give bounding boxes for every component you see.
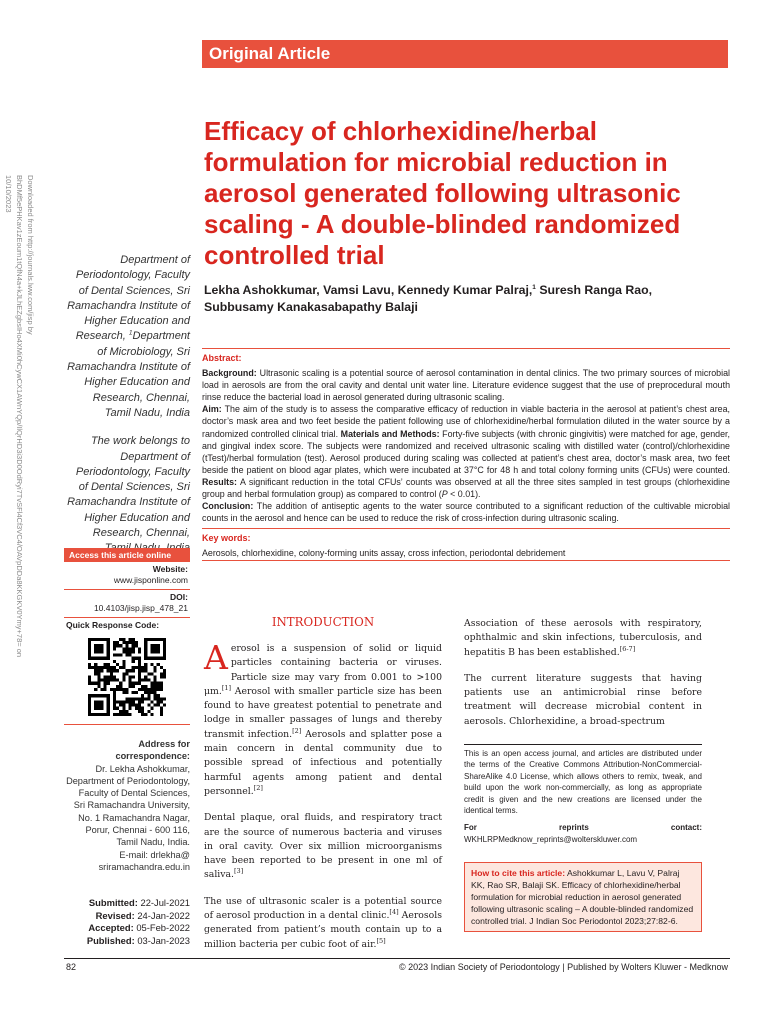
- date-row-submitted: [66, 897, 190, 910]
- affiliation-text: [66, 253, 190, 421]
- abstract-box: [202, 348, 730, 561]
- affiliation-part: Department of Periodontology, Faculty of Dental Sciences, Sri Ramachandra Institute of Higher Education and Research,: [67, 254, 190, 343]
- abstract-heading: Abstract:: [202, 353, 242, 363]
- author-line-2: Subbusamy Kanakasabapathy Balaji: [204, 300, 418, 314]
- date-row-accepted: [66, 922, 190, 935]
- date-row-published: [66, 935, 190, 948]
- aim-label: Aim:: [202, 404, 222, 415]
- article-type-banner: Original Article: [202, 40, 728, 68]
- website-section: [64, 562, 190, 590]
- correspondence-block: [66, 738, 190, 873]
- website-link[interactable]: www.jisponline.com: [113, 575, 188, 585]
- reprints-email[interactable]: WKHLRPMedknow_reprints@wolterskluwer.com: [464, 834, 638, 844]
- abstract-conclusion: [202, 500, 730, 524]
- date-row-revised: [66, 910, 190, 923]
- body-column-right: [464, 617, 702, 741]
- work-belongs-text: The work belongs to Department of Periodontology, Faculty of Dental Sciences, Sri Ramachandra Institute of Higher Education and Research, Chennai,: [67, 435, 190, 540]
- doi-section: [64, 590, 190, 618]
- conclusion-text: The addition of antiseptic agents to the water source contributed to a significant reduction of the cultivable microbial counts in the aerosol and hence can be used to reduce the risk of cross-infection during ultrasonic scaling.: [202, 501, 730, 524]
- doi-label: DOI:: [170, 592, 188, 602]
- affiliation-block: [66, 253, 190, 570]
- correspondence-email-2[interactable]: sriramachandra.edu.in: [98, 861, 190, 872]
- intro-paragraph-4: [464, 617, 702, 660]
- results-text-end: < 0.01).: [447, 489, 481, 500]
- text: Aerosols and splatter pose a main concern in dental community due to possible spread of infectious and potentially harmful agents among patient and dental personnel.: [204, 728, 442, 797]
- correspondence-address: Dr. Lekha Ashokkumar, Department of Periodontology, Faculty of Dental Sciences, Sri Ramachandra University, No. 1 Ramachandra Nagar, Porur, Chennai - 600 116, Tamil Nadu, India.: [66, 763, 190, 848]
- reprints-label: For reprints contact:: [464, 823, 702, 833]
- doi-link[interactable]: 10.4103/jisp.jisp_478_21: [93, 603, 188, 613]
- date-value: 03-Jan-2023: [137, 934, 190, 946]
- affiliation-sup: 1: [128, 329, 133, 337]
- date-label: Submitted:: [88, 897, 138, 908]
- background-text: Ultrasonic scaling is a potential source of aerosol contamination in dental clinics. The two primary sources of microbial load in aerosols are from the oral cavity and dental unit water line. Literature evidence suggest that the use of preprocedural mouth rinse reduce the bacterial load in aerosol generated during ultrasonic scaling.: [202, 368, 730, 403]
- text: Aerosols generated from patient’s mouth contain up to a million bacteria per cubic foot of air.: [204, 910, 442, 950]
- access-heading: Access this article online: [64, 548, 190, 562]
- intro-paragraph-3: [204, 895, 442, 952]
- citation-box: [464, 862, 702, 932]
- abstract-aim: [202, 403, 730, 500]
- author-line-1-end: Suresh Ranga Rao,: [535, 283, 653, 297]
- citation-label: How to cite this article:: [471, 868, 566, 878]
- text: Dental plaque, oral fluids, and respiratory tract are the source of numerous bacteria and viruses in oral cavity. Over six million microorganisms have been reported to be present in one ml of saliva.: [204, 812, 442, 881]
- affiliation-part: Department of Microbiology, Sri Ramachandra Institute of Higher Education and Research, Chennai, Tamil Nadu, India: [67, 330, 190, 419]
- body-column-left: [204, 638, 442, 964]
- citation[interactable]: [5]: [376, 936, 386, 945]
- correspondence-email-1[interactable]: E-mail: drlekha@: [119, 849, 190, 860]
- intro-paragraph-2: [204, 811, 442, 882]
- license-note: [464, 744, 702, 845]
- results-text: A significant reduction in the total CFUs’ counts was observed at all the three sites sampled in test groups (chlorhexidine group and herbal formulation group) as compared to control (: [202, 476, 730, 500]
- qr-label-section: [64, 618, 190, 634]
- methods-label: Materials and Methods:: [340, 428, 440, 439]
- author-affil-sup: 1: [532, 283, 536, 291]
- author-line-1: Lekha Ashokkumar, Vamsi Lavu, Kennedy Kumar Palraj,: [204, 283, 533, 297]
- aim-text: The aim of the study is to assess the comparative efficacy of reduction in viable bacteria in the aerosol at patient’s chest area, doctor’s mask area and two feet beside the patient following use of chlorhexidine/herbal formulation diluted in the water source by a randomized controlled clinical trial.: [202, 404, 730, 439]
- conclusion-label: Conclusion:: [202, 501, 254, 512]
- date-label: Published:: [86, 934, 135, 946]
- date-value: 05-Feb-2022: [136, 922, 190, 933]
- page-number: 82: [66, 962, 77, 972]
- qr-section: [64, 634, 190, 725]
- citation-text: [471, 867, 695, 927]
- p-value-symbol: P: [441, 489, 448, 500]
- download-notice: Downloaded from http://journals.lww.com/jisp by BhDMf5ePHKav1zEoum1tQfN4a+kJLhEZgbsIHo4XMi0hCywCX1AWnYQp/IlQrHD3i3D0OdRyi7TvSFl4Cf3VC4/OAVpDDa8KKGKV0Ymy+78= on 10/10/2023: [4, 175, 35, 658]
- qr-label: Quick Response Code:: [66, 620, 160, 630]
- intro-paragraph-5: The current literature suggests that having patients use an antimicrobial rinse before treatment will decrease microbial content in aerosols. Chlorhexidine, a broad-spectrum: [464, 672, 702, 727]
- results-label: Results:: [202, 476, 238, 487]
- article-title: Efficacy of chlorhexidine/herbal formulation for microbial reduction in aerosol generated following ultrasonic scaling - A double-blinded randomized controlled trial: [204, 116, 681, 270]
- abstract-background: [202, 367, 730, 403]
- reprints-line: [464, 822, 702, 845]
- author-list: [204, 282, 724, 316]
- drop-cap: A: [204, 638, 228, 677]
- date-value: 24-Jan-2022: [137, 909, 190, 921]
- citation[interactable]: [2]: [253, 783, 263, 792]
- citation[interactable]: [6-7]: [619, 644, 636, 653]
- introduction-heading: INTRODUCTION: [271, 615, 375, 629]
- citation[interactable]: [1]: [221, 683, 232, 692]
- citation[interactable]: [4]: [389, 907, 399, 916]
- access-online-box: [64, 548, 190, 725]
- keywords-heading: Key words:: [202, 533, 251, 544]
- website-label: Website:: [152, 564, 188, 574]
- methods-text: Forty-five subjects (with chronic gingivitis) were matched for age, gender, and gingival index score. The subjects were randomized and received ultrasonic scaling with distilled water (control)/chlorhexidine (tTest)/herbal formulation (test). Aerosol produced during scaling was collected at patient’s chest area, doctor’s mask area, two feet beside the patient on blood agar plates, which were incubated at 37°C for 48 h and total colony forming units (CFUs) were counted.: [202, 428, 730, 475]
- text: erosol is a suspension of solid or liquid particles containing bacteria or viruses. Particle size may vary from 0.001 to >100 μm.: [204, 643, 442, 697]
- text: The use of ultrasonic scaler is a potential source of aerosol production in a dental clinic.: [204, 895, 442, 922]
- citation[interactable]: [2]: [292, 726, 302, 735]
- qr-code-icon: [88, 638, 166, 716]
- license-text: This is an open access journal, and articles are distributed under the terms of the Creative Commons Attribution-NonCommercial-ShareAlike 4.0 License, which allows others to remix, tweak, and build upon the work non-commercially, as long as appropriate credit is given and the new creations are licensed under the identical terms.: [464, 749, 702, 816]
- date-label: Revised:: [95, 909, 135, 921]
- text: Aerosol with smaller particle size has been found to have greatest potential to penetrate and lodge in smaller passages of lungs and thereby transmit infection.: [204, 685, 442, 740]
- correspondence-label: Address for correspondence:: [115, 739, 190, 762]
- citation-body: Ashokkumar L, Lavu V, Palraj KK, Rao SR, Balaji SK. Efficacy of chlorhexidine/herbal formulation for microbial reduction in aerosol generated following ultrasonic scaling – A double-blinded randomized controlled trial. J Indian Soc Periodontol 2023;27:82-6.: [471, 868, 694, 927]
- text: Association of these aerosols with respiratory, ophthalmic and skin infections, tuberculosis, and hepatitis B has been established.: [464, 618, 702, 658]
- dates-block: [66, 897, 190, 947]
- footer-copyright: © 2023 Indian Society of Periodontology | Published by Wolters Kluwer - Medknow: [399, 962, 728, 972]
- footer-divider: [64, 958, 730, 959]
- date-value: 22-Jul-2021: [140, 897, 190, 908]
- intro-paragraph-1: [204, 638, 442, 799]
- keywords-text: Aerosols, chlorhexidine, colony-forming units assay, cross infection, periodontal debridement: [202, 548, 566, 559]
- date-label: Accepted:: [88, 922, 134, 933]
- background-label: Background:: [202, 368, 257, 379]
- keywords-section: [202, 528, 730, 559]
- citation[interactable]: [3]: [234, 867, 244, 876]
